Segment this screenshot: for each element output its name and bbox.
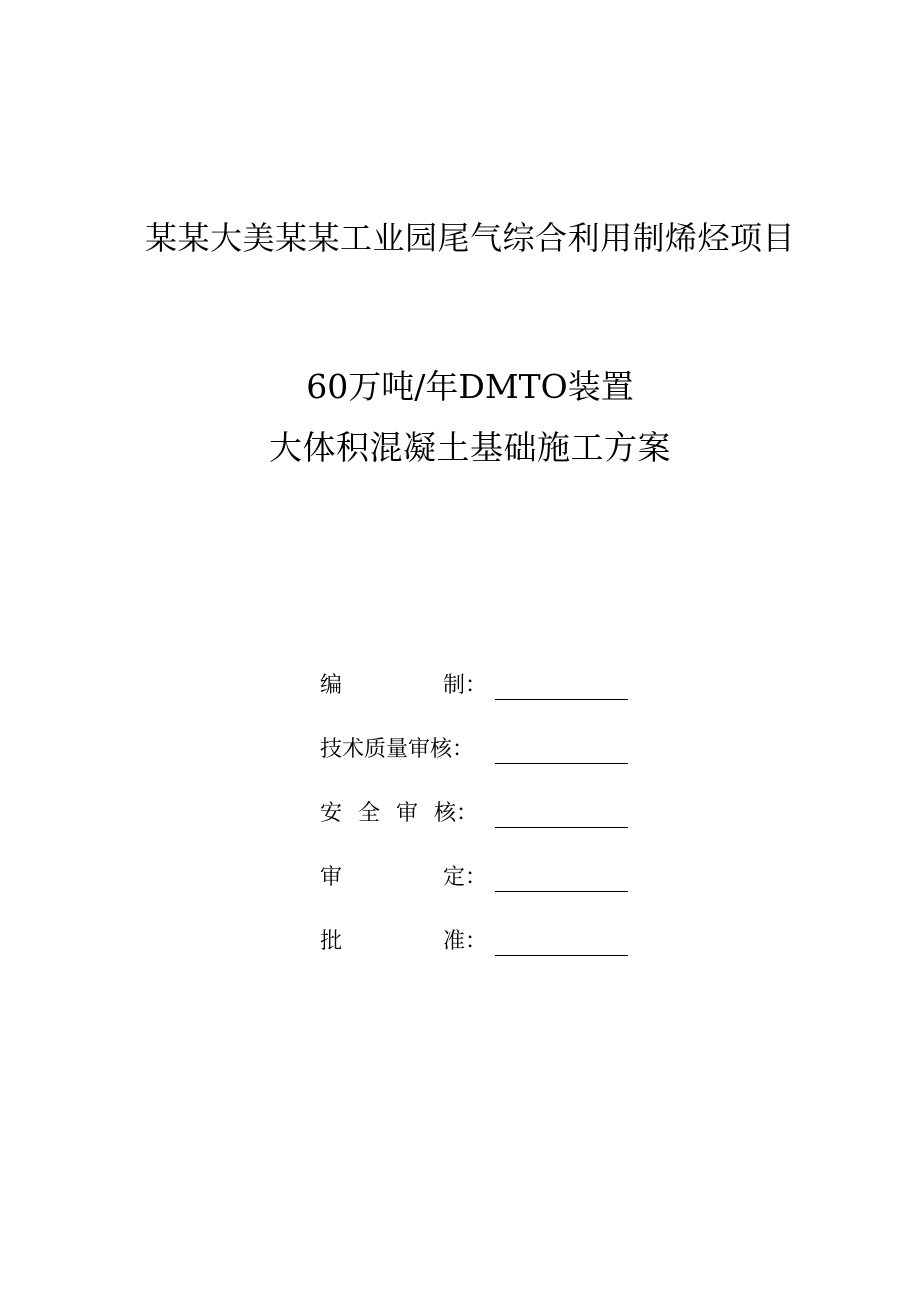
- signature-line[interactable]: [495, 699, 628, 700]
- signoff-row-approved-review: [320, 860, 640, 924]
- signature-line[interactable]: [495, 891, 628, 892]
- signature-line[interactable]: [495, 763, 628, 764]
- signoff-label-char: 安: [320, 801, 343, 826]
- signoff-label-char: 准：: [443, 929, 488, 954]
- signoff-label-char: 定：: [443, 865, 488, 890]
- signoff-label-char: 审: [396, 801, 419, 826]
- signature-line[interactable]: [495, 827, 628, 828]
- signoff-label-char: 批: [320, 929, 343, 954]
- signoff-label-char: 审: [320, 865, 343, 890]
- signoff-label-char: 制：: [443, 673, 488, 698]
- signoff-label-char: 技术质量审核：: [320, 737, 475, 762]
- signoff-label-char: 全: [358, 801, 381, 826]
- signoff-row-compiled-by: [320, 668, 640, 732]
- signoff-label-char: 核：: [434, 801, 479, 826]
- document-title-line-2: 大体积混凝土基础施工方案: [269, 428, 671, 467]
- signature-line[interactable]: [495, 955, 628, 956]
- project-title: 某某大美某某工业园尾气综合利用制烯烃项目: [144, 219, 795, 257]
- document-title-line-1: 60万吨/年DMTO装置: [306, 367, 634, 406]
- signoff-row-safety-review: [320, 796, 640, 860]
- signoff-block: [320, 668, 640, 988]
- signoff-row-technical-quality-review: [320, 732, 640, 796]
- signoff-label-char: 编: [320, 673, 343, 698]
- signoff-row-final-approval: [320, 924, 640, 988]
